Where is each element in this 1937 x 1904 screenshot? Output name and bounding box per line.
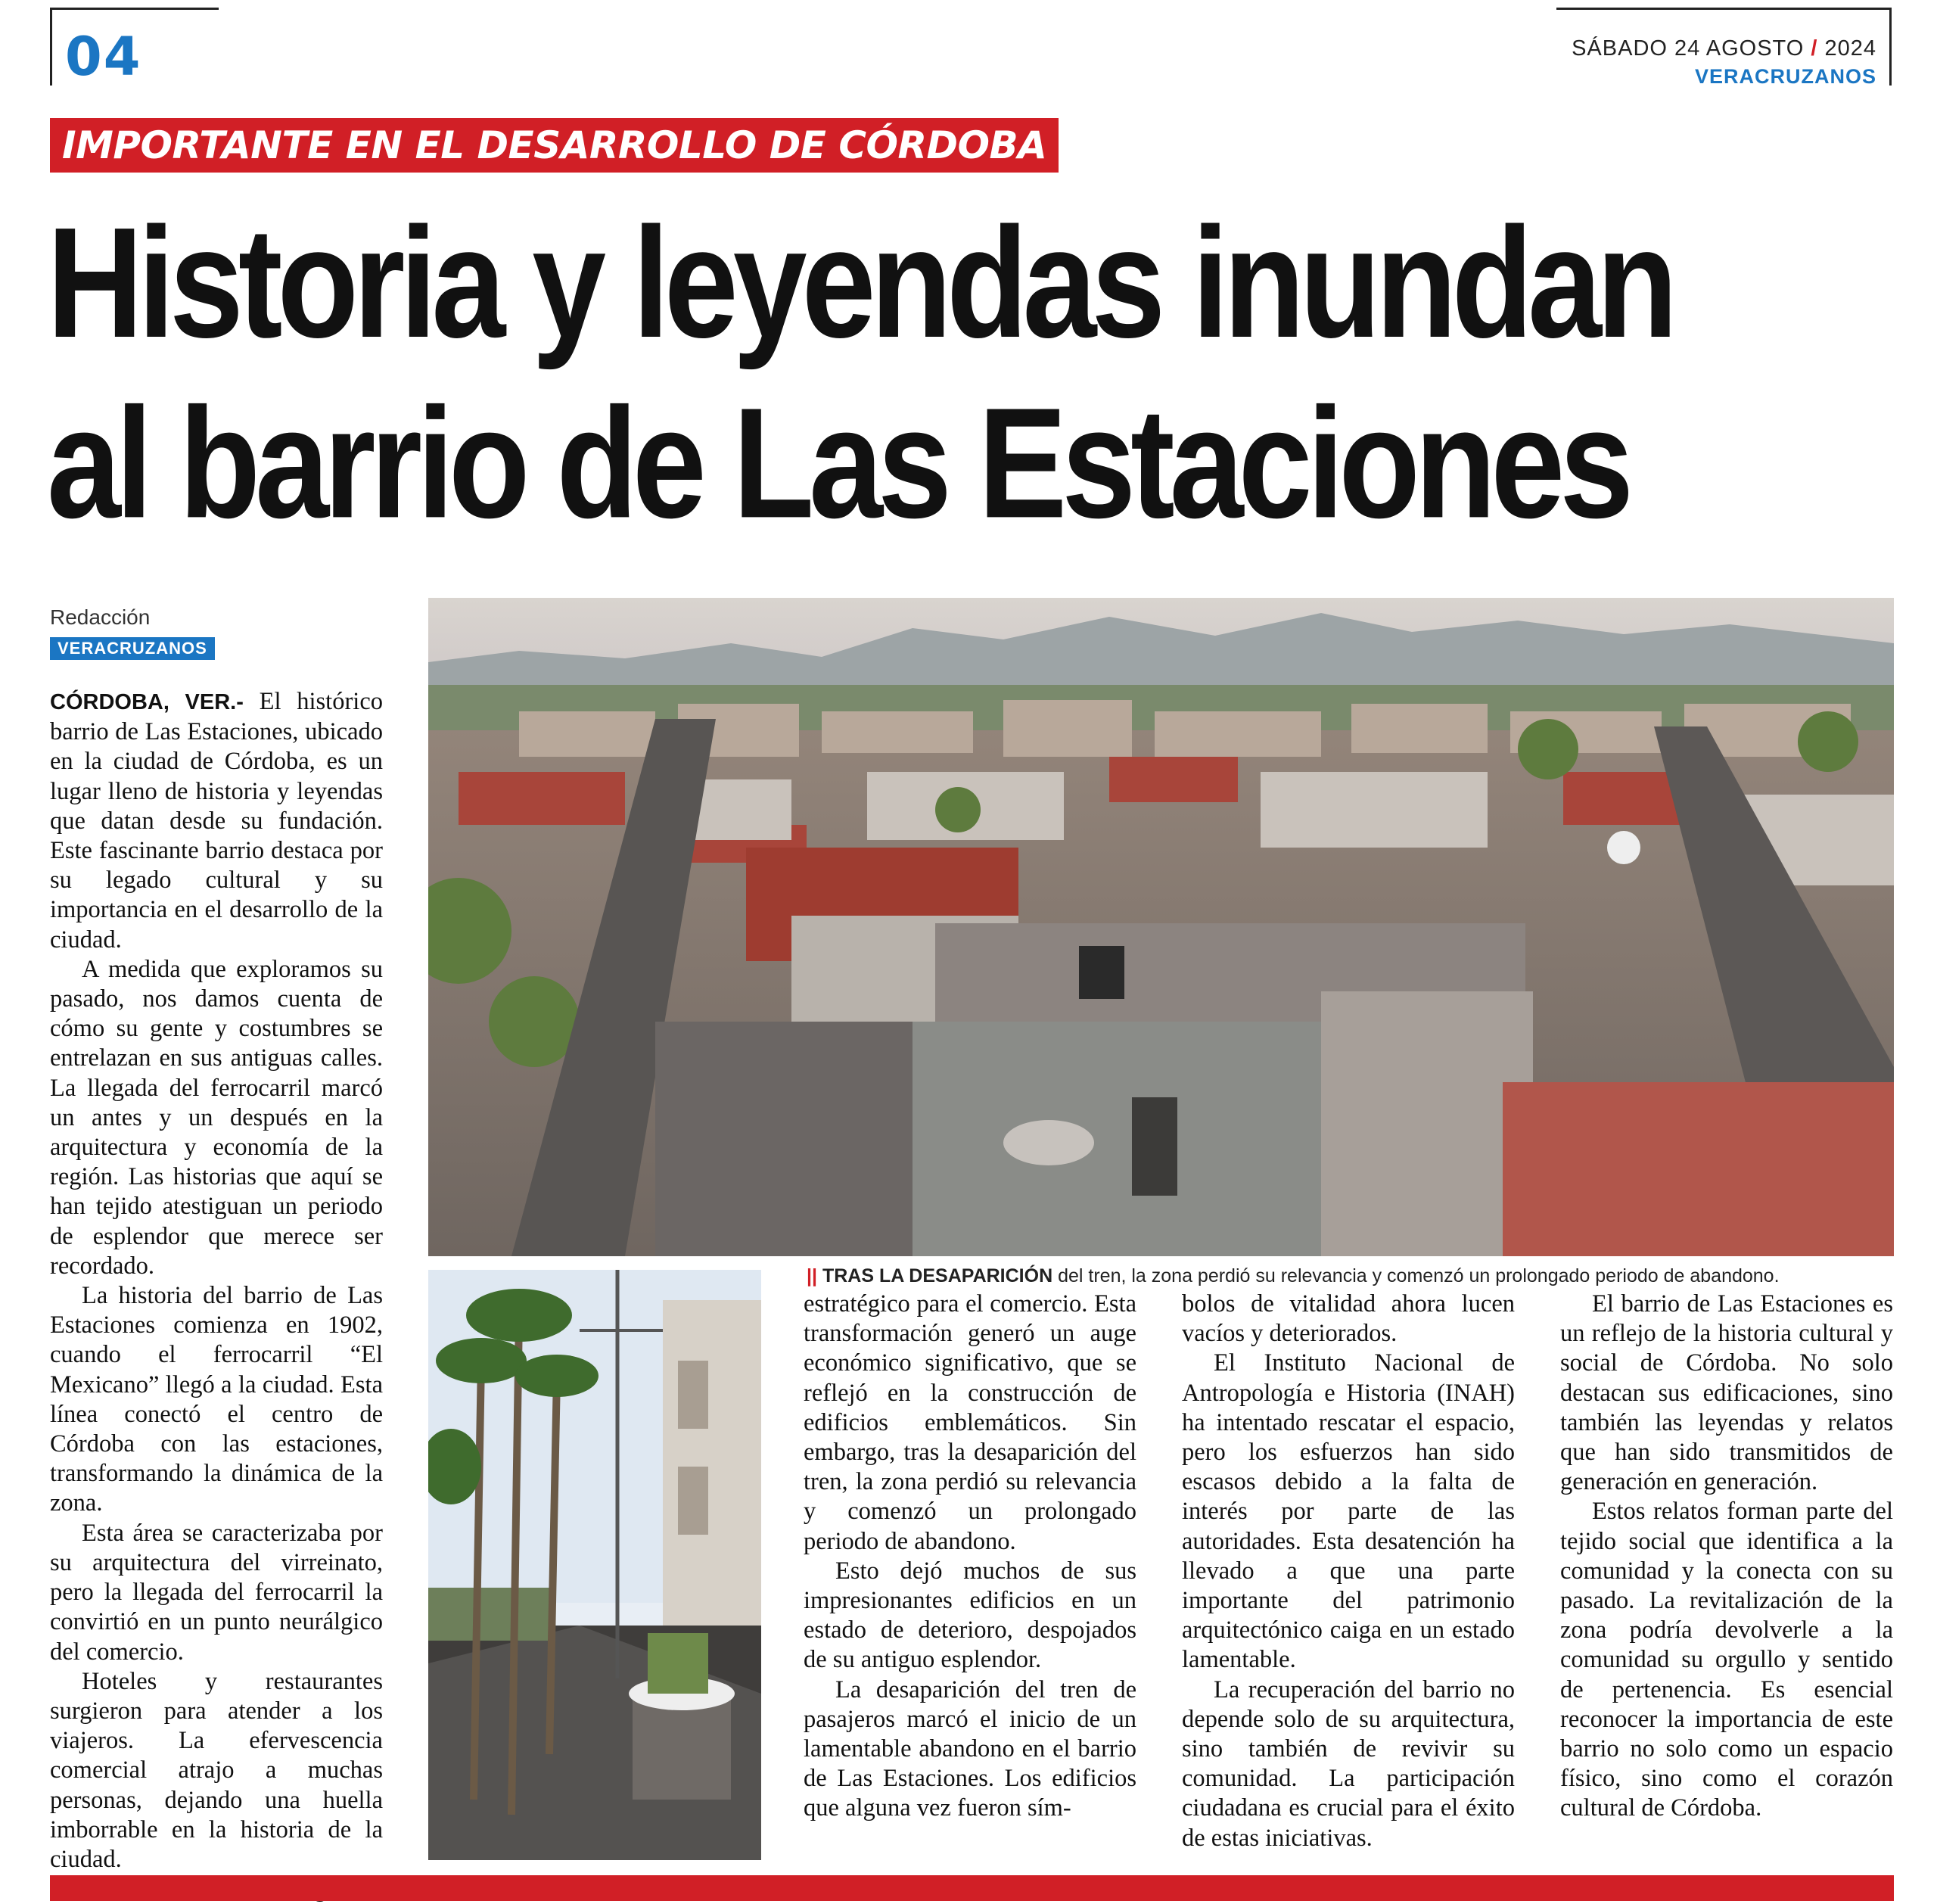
article-paragraph: El Instituto Nacional de Antropología e Historia (INAH) ha intentado rescatar el espacio, pero los esfuerzos han sido escasos debido a la falta de interés por parte de las autoridades. Esta desatención ha llevado a que una parte importante del patrimonio arquitectónico caiga en un estado lamentable. [1182, 1349, 1515, 1674]
footer-bar [50, 1875, 1894, 1901]
article-column-4 [1182, 1290, 1515, 1853]
paragraph-text: El histórico barrio de Las Estaciones, ubicado en la ciudad de Córdoba, es un lugar lleno de historia y leyendas que datan desde su fundación. Este fascinante barrio destaca por su legado cultural y su importancia en el desarrollo de la ciudad. [50, 688, 383, 954]
headline-line-1: Historia y leyendas inundan [47, 195, 1673, 371]
secondary-photo-street [428, 1270, 761, 1860]
article-paragraph: estratégico para el comercio. Esta transformación generó un auge económico significativo, que se reflejó en la construcción de edificios emblemáticos. Sin embargo, tras la desaparición del tren, la zona perdió su relevancia y comenzó un prolongado periodo de abandono. [804, 1290, 1136, 1555]
article-paragraph: La recuperación del barrio no depende solo de su arquitectura, sino también de revivir su comunidad. La participación ciudadana es crucial para el éxito de estas iniciativas. [1182, 1675, 1515, 1852]
aerial-photo-illustration [428, 598, 1894, 1256]
headline [47, 193, 1901, 554]
article-paragraph: Esta área se caracterizaba por su arquitectura del virreinato, pero la llegada del ferrocarril la convirtió en un punto neurálgico del comercio. [50, 1519, 383, 1666]
article-paragraph: Hoteles y restaurantes surgieron para atender a los viajeros. La efervescencia comercial atrajo a muchas personas, dejando una huella imborrable en la historia de la ciudad. [50, 1667, 383, 1873]
article-paragraph: Estos relatos forman parte del tejido social que identifica a la comunidad y la conecta con su pasado. La revitalización de la zona podría devolverle a la comunidad su orgullo y sentido de pertenencia. Es esencial reconocer la importancia de este barrio no solo como un espacio físico, sino como el corazón cultural de Córdoba. [1560, 1498, 1893, 1822]
page-number: 04 [65, 26, 142, 88]
headline-line-2: al barrio de Las Estaciones [47, 375, 1629, 552]
article-paragraph: A medida que exploramos su pasado, nos damos cuenta de cómo su gente y costumbres se entrelazan en sus antiguas calles. La llegada del ferrocarril marcó un antes y un después en la arquitectura y economía de la región. Las historias que aquí se han tejido atestiguan un periodo de esplendor que merece ser recordado. [50, 955, 383, 1280]
article-paragraph: El barrio de Las Estaciones es un reflejo de la historia cultural y social de Córdoba. No solo destacan sus edificaciones, sino también las leyendas y relatos que han sido transmitidos de generación en generación. [1560, 1290, 1893, 1496]
article-column-1 [50, 687, 383, 1904]
publication-name: VERACRUZANOS [1694, 65, 1876, 88]
issue-year: 2024 [1824, 36, 1876, 61]
article-paragraph: Esto dejó muchos de sus impresionantes edificios en un estado de deterioro, despojados de su antiguo esplendor. [804, 1557, 1136, 1674]
caption-lead: TRAS LA DESAPARICIÓN [822, 1265, 1053, 1286]
dateline: CÓRDOBA, VER.- [50, 690, 244, 714]
issue-date [1572, 36, 1876, 61]
article-column-3 [804, 1290, 1136, 1824]
photo-caption [807, 1265, 1896, 1287]
section-kicker: IMPORTANTE EN EL DESARROLLO DE CÓRDOBA [50, 118, 1059, 173]
caption-marker-icon: || [807, 1265, 817, 1286]
article-paragraph: La historia del barrio de Las Estaciones comienza en 1902, cuando el ferrocarril “El Mexicano” llegó a la ciudad. Esta línea conectó el centro de Córdoba con las estaciones, transformando la dinámica de la zona. [50, 1282, 383, 1517]
caption-text: del tren, la zona perdió su relevancia y comenzó un prolongado periodo de abandono. [1052, 1265, 1780, 1286]
article-paragraph: La desaparición del tren de pasajeros marcó el inicio de un lamentable abandono en el barrio de Las Estaciones. Los edificios que alguna vez fueron sím- [804, 1675, 1136, 1822]
issue-date-text: SÁBADO 24 AGOSTO [1572, 36, 1805, 61]
article-column-5 [1560, 1290, 1893, 1824]
street-photo-illustration [428, 1270, 761, 1860]
byline-author: Redacción [50, 605, 151, 629]
article-paragraph: bolos de vitalidad ahora lucen vacíos y deteriorados. [1182, 1290, 1515, 1348]
article-paragraph [50, 687, 383, 955]
byline-publication: VERACRUZANOS [50, 637, 215, 660]
date-separator: / [1811, 36, 1818, 61]
main-photo-aerial-neighborhood [428, 598, 1894, 1256]
